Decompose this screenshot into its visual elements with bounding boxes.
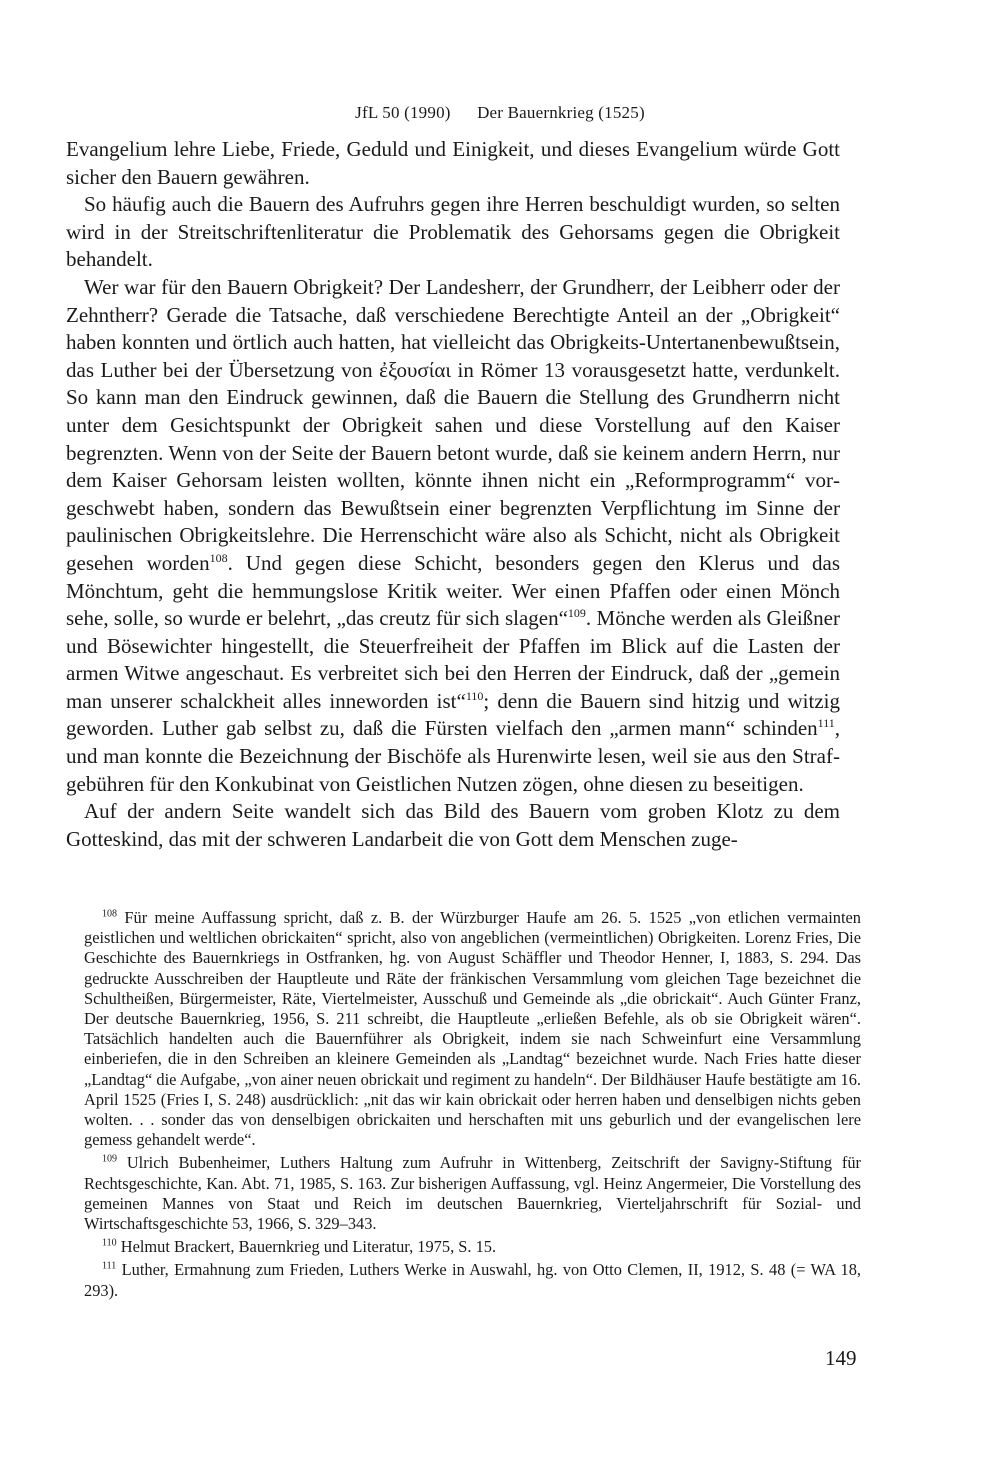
footnote-110 bbox=[84, 1237, 861, 1257]
footnote-number: 109 bbox=[102, 1153, 117, 1165]
footnote-ref-109[interactable]: 109 bbox=[567, 606, 586, 621]
footnote-number: 111 bbox=[102, 1260, 117, 1272]
paragraph-4: Auf der andern Seite wandelt sich das Bild des Bauern vom groben Klotz zu dem Gotteskind, das mit der schweren Landarbeit die von Gott dem Menschen zuge- bbox=[66, 799, 840, 851]
footnotes bbox=[84, 908, 861, 1304]
paragraph-2: So häufig auch die Bauern des Aufruhrs gegen ihre Herren beschuldigt wurden, so selten wird in der Streitschriftenliteratur die Problematik des Gehorsams gegen die Obrigkeit behandelt. bbox=[66, 192, 840, 272]
footnote-ref-110[interactable]: 110 bbox=[465, 688, 484, 703]
footnote-111 bbox=[84, 1260, 861, 1300]
footnote-number: 110 bbox=[102, 1237, 117, 1249]
running-head bbox=[0, 103, 1000, 123]
footnote-number: 108 bbox=[102, 908, 117, 920]
paragraph-3-text-a: Wer war für den Bauern Obrigkeit? Der Landesherr, der Grundherr, der Leibherr oder der Zehntherr? Gerade die Tatsache, daß verschiedene Berechtigte Anteil an der „Obrigkeit“ haben konnten und örtlich auch hatten, hat vielleicht das Obrigkeits-Untertanenbewußtsein, das Luther bei der Übersetzung von ἐξουσίαι in Römer 13 vorausgesetzt hatte, verdunkelt. So kann man den Eindruck gewinnen, daß die Bauern die Stellung des Grundherrn nicht unter dem Gesichtspunkt der Obrigkeit sahen und diese Vorstellung auf den Kaiser begrenzten. Wenn von der Seite der Bauern betont wurde, daß sie keinem andern Herrn, nur dem Kaiser Gehorsam leisten wollten, könnte ihnen nicht ein „Reformprogramm“ vorgeschwebt haben, sondern das Bewußtsein einer begrenzten Verpflichtung im Sinne der paulinischen Obrigkeitslehre. Die Herrenschicht wäre also als Schicht, nicht als Obrigkeit gesehen worden bbox=[66, 274, 840, 575]
journal-citation: JfL 50 (1990) bbox=[355, 103, 451, 122]
paragraph-1: Evangelium lehre Liebe, Friede, Geduld und Einigkeit, und dieses Evangelium würde Gott sicher den Bauern gewähren. bbox=[66, 137, 840, 189]
footnote-text: Für meine Auffassung spricht, daß z. B. der Würzburger Haufe am 26. 5. 1525 „von etlichen vermainten geistlichen und weltlichen obrickaiten“ spricht, also von angeblichen (vermeintlichen) Obrigkeiten. Lorenz Fries, Die Geschichte des Bauernkriegs in Ostfranken, hg. von August Schäffler und Theodor Henner, I, 1883, S. 294. Das gedruckte Ausschreiben der Hauptleute und Räte der fränkischen Versammlung vom gleichen Tage bezeichnet die Schultheißen, Bürgermeister, Räte, Viertelmeister, Ausschuß und Gemeinde als „die obrickait“. Auch Günter Franz, Der deutsche Bauernkrieg, 1956, S. 211 schreibt, die Hauptleute „erließen Befehle, als ob sie Obrigkeit wären“. Tatsächlich handelten auch die Bauernführer als Obrigkeit, indem sie nach Schweinfurt eine Versammlung einberiefen, die in den Schreiben an kleinere Gemeinden als „Landtag“ bezeichnet wurde. Nach Fries hatte dieser „Landtag“ die Aufgabe, „von ainer neuen obrickait und regiment zu handeln“. Der Bildhäuser Haufe bestätigte am 16. April 1525 (Fries I, S. 248) ausdrücklich: „nit das wir kain obrickait oder herren haben und denselbigen nichts geben wolten. . . sonder das von denselbigen obrickaiten und herschaften mit uns geburlich und der evangelischen lere gemess gehandelt werde“. bbox=[84, 908, 861, 1150]
footnote-text: Helmut Brackert, Bauernkrieg und Literatur, 1975, S. 15. bbox=[120, 1237, 497, 1257]
footnote-text: Luther, Ermahnung zum Frieden, Luthers Werke in Auswahl, hg. von Otto Clemen, II, 1912, S. 48 (= WA 18, 293). bbox=[84, 1260, 861, 1300]
main-text bbox=[66, 136, 840, 853]
paragraph-3 bbox=[66, 274, 840, 798]
footnote-108 bbox=[84, 908, 861, 1150]
paragraph-3-text-d: ; denn die Bauern sind hitzig und witzig geworden. Luther gab selbst zu, daß die Fürsten vielfach den „armen mann“ schinden bbox=[66, 688, 840, 741]
page-number: 149 bbox=[825, 1346, 857, 1370]
paragraph-3-text-b: . Und gegen diese Schicht, besonders gegen den Klerus und das Mönchtum, geht die hemmungslose Kritik weiter. Wer einen Pfaffen oder einen Mönch sehe, solle, so wurde er belehrt, „das creutz für sich slagen“ bbox=[66, 550, 840, 631]
footnote-109 bbox=[84, 1153, 861, 1234]
footnote-ref-108[interactable]: 108 bbox=[209, 550, 228, 565]
paragraph-3-text-e: , und man konnte die Bezeichnung der Bischöfe als Hurenwirte lesen, weil sie aus den Strafgebühren für den Konkubinat von Geistlichen Nutzen zögen, ohne diesen zu beseitigen. bbox=[66, 716, 840, 796]
footnote-ref-111[interactable]: 111 bbox=[817, 716, 835, 731]
footnote-text: Ulrich Bubenheimer, Luthers Haltung zum Aufruhr in Wittenberg, Zeitschrift der Savigny-Stiftung für Rechtsgeschichte, Kan. Abt. 71, 1985, S. 163. Zur bisherigen Auffassung, vgl. Heinz Angermeier, Die Vorstellung des gemeinen Mannes von Staat und Reich im deutschen Bauernkrieg, Vierteljahrschrift für Sozial- und Wirtschaftsgeschichte 53, 1966, S. 329–343. bbox=[84, 1153, 861, 1234]
article-title: Der Bauernkrieg (1525) bbox=[477, 103, 645, 122]
paragraph-3-text-c: . Mönche werden als Gleißner und Bösewichter hingestellt, die Steuerfreiheit der Pfaffen im Blick auf die Lasten der armen Witwe angeschaut. Es verbreitet sich bei den Herren der Eindruck, daß der „gemein man unserer schalckheit alles inneworden ist“ bbox=[66, 606, 840, 713]
